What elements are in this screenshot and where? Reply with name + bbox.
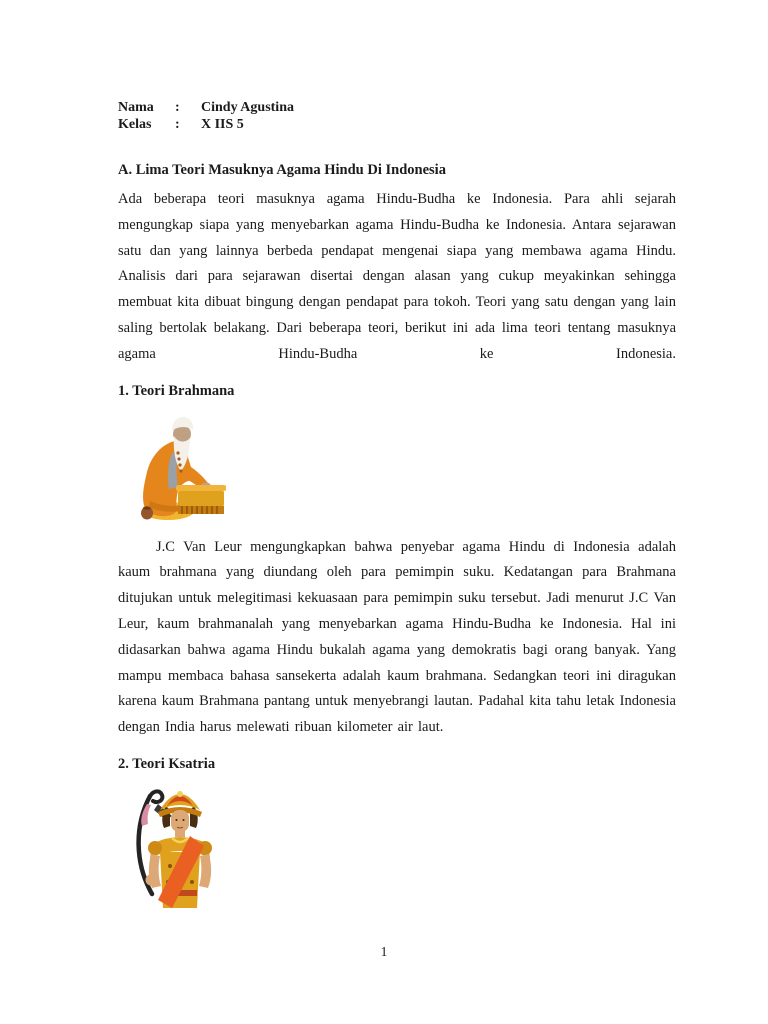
student-id-block — [118, 99, 676, 133]
brahmana-sage-illustration — [120, 409, 232, 527]
id-label: Nama — [118, 100, 154, 115]
brahmana-figure — [120, 409, 676, 527]
id-value: Cindy Agustina — [201, 100, 294, 115]
ksatria-figure — [120, 782, 676, 914]
intro-paragraph: Ada beberapa teori masuknya agama Hindu-Budha ke Indonesia. Para ahli sejarah mengungkap siapa yang menyebarkan agama Hindu-Budha ke Indonesia. Antara sejarawan satu dan yang lainnya berbeda pendapat mengenai siapa yang membawa agama Hindu. Analisis dari para sejarawan disertai dengan alasan yang cukup meyakinkan sehingga membuat kita dibuat bingung dengan pendapat para tokoh. Teori yang satu dengan yang lain saling bertolak belakang. Dari beberapa teori, berikut ini ada lima teori tentang masuknya agama Hindu-Budha ke Indonesia. — [118, 191, 676, 362]
id-separator: : — [175, 100, 180, 115]
id-separator: : — [175, 117, 180, 132]
theory-1-heading: 1. Teori Brahmana — [118, 382, 235, 399]
id-row-kelas — [118, 116, 676, 133]
id-label: Kelas — [118, 117, 152, 132]
id-value: X IIS 5 — [201, 117, 244, 132]
theory-2-heading: 2. Teori Ksatria — [118, 755, 216, 772]
theory-1-paragraph: J.C Van Leur mengungkapkan bahwa penyebar agama Hindu di Indonesia adalah kaum brahmana yang diundang oleh para pemimpin suku. Kedatangan para Brahmana ditujukan untuk melegitimasi kekuasaan para pemimpin suku tersebut. Jadi menurut J.C Van Leur, kaum brahmanalah yang menyebarkan agama Hindu-Budha ke Indonesia. Hal ini didasarkan bahwa agama Hindu bukalah agama yang demokratis bagi orang banyak. Yang mampu membaca bahasa sansekerta adalah kaum brahmana. Sedangkan teori ini diragukan karena kaum Brahmana pantang untuk menyebrangi lautan. Padahal kita tahu letak Indonesia dengan India harus melewati ribuan kilometer air laut. — [118, 538, 676, 736]
id-row-nama — [118, 99, 676, 116]
document-content — [118, 99, 676, 914]
section-heading: A. Lima Teori Masuknya Agama Hindu Di Indonesia — [118, 162, 446, 178]
ksatria-warrior-illustration — [120, 782, 232, 914]
page-number: 1 — [380, 944, 388, 959]
